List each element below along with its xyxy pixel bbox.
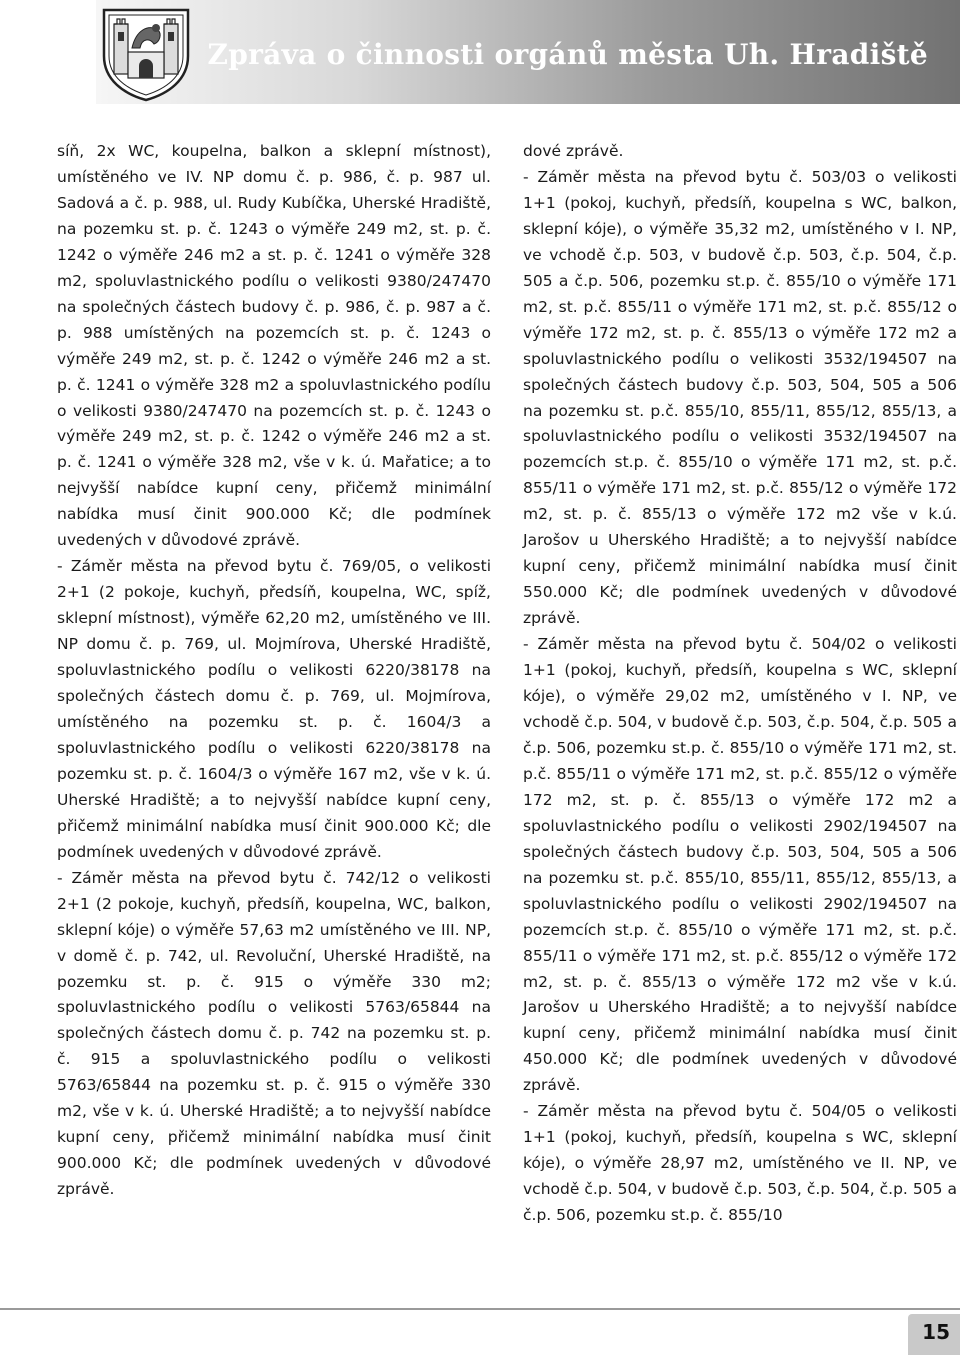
paragraph: dové zprávě. bbox=[523, 142, 624, 160]
paragraph: síň, 2x WC, koupelna, balkon a sklepní místnost), umístěného ve IV. NP domu č. p. 986, č. p. 987 ul. Sadová a č. p. 988, ul. Rudy Kubíčka, Uherské Hradiště, na pozemku st. p. č. 1243 o výměře 249 m2, st. p. č. 1242 o výměře 246 m2 a st. p. č. 1241 o výměře 328 m2, spoluvlastnického podílu o velikosti 9380/247470 na společných částech budovy č. p. 986, č. p. 987 a č. p. 988 umístěných na pozemcích st. p. č. 1243 o výměře 249 m2, st. p. č. 1242 o výměře 246 m2 a st. p. č. 1241 o výměře 328 m2 a spoluvlastnického podílu o velikosti 9380/247470 na pozemcích st. p. č. 1243 o výměře 249 m2, st. p. č. 1242 o výměře 246 m2 a st. p. č. 1241 o výměře 328 m2, vše v k. ú. Mařatice; a to nejvyšší nabídce kupní ceny, přičemž minimální nabídka musí činit 900.000 Kč; dle podmínek uvedených v důvodové zprávě. bbox=[57, 142, 491, 550]
paragraph: - Záměr města na převod bytu č. 504/02 o velikosti 1+1 (pokoj, kuchyň, předsíň, koupelna s WC, sklepní kóje), o výměře 29,02 m2, umístěného v I. NP, ve vchodě č.p. 504, v budově č.p. 503, č.p. 504, č.p. 505 a č.p. 506, pozemku st.p. č. 855/10 o výměře 171 m2, st. p.č. 855/11 o výměře 171 m2, st. p.č. 855/12 o výměře 172 m2, st. p. č. 855/13 o výměře 172 m2 a spoluvlastnického podílu o velikosti 2902/194507 na společných částech budovy č.p. 503, 504, 505 a 506 na pozemku st. p.č. 855/10, 855/11, 855/12, 855/13, a spoluvlastnického podílu o velikosti 2902/194507 na pozemcích st.p. č. 855/10 o výměře 171 m2, st. p.č. 855/11 o výměře 171 m2, st. p.č. 855/12 o výměře 172 m2, st. p. č. 855/13 o výměře 172 m2 vše v k.ú. Jarošov u Uherského Hradiště; a to nejvyšší nabídce kupní ceny, přičemž minimální nabídka musí činit 450.000 Kč; dle podmínek uvedených v důvodové zprávě. bbox=[523, 635, 957, 1095]
footer-divider bbox=[0, 1308, 960, 1310]
right-column bbox=[523, 139, 957, 1229]
page-number: 15 bbox=[922, 1320, 950, 1344]
paragraph: - Záměr města na převod bytu č. 503/03 o velikosti 1+1 (pokoj, kuchyň, předsíň, koupelna s WC, balkon, sklepní kóje), o výměře 35,32 m2, umístěného v I. NP, ve vchodě č.p. 503, v budově č.p. 503, č.p. 504, č.p. 505 a č.p. 506, pozemku st.p. č. 855/10 o výměře 171 m2, st. p.č. 855/11 o výměře 171 m2, st. p.č. 855/12 o výměře 172 m2, st. p. č. 855/13 o výměře 172 m2 a spoluvlastnického podílu o velikosti 3532/194507 na společných částech budovy č.p. 503, 504, 505 a 506 na pozemku st. p.č. 855/10, 855/11, 855/12, 855/13, a spoluvlastnického podílu o velikosti 3532/194507 na pozemcích st.p. č. 855/10 o výměře 171 m2, st. p.č. 855/11 o výměře 171 m2, st. p.č. 855/12 o výměře 172 m2, st. p. č. 855/13 o výměře 172 m2 vše v k.ú. Jarošov u Uherského Hradiště; a to nejvyšší nabídce kupní ceny, přičemž minimální nabídka musí činit 550.000 Kč; dle podmínek uvedených v důvodové zprávě. bbox=[523, 167, 957, 628]
paragraph: - Záměr města na převod bytu č. 742/12 o velikosti 2+1 (2 pokoje, kuchyň, předsíň, koupelna, WC, balkon, sklepní kóje) o výměře 57,63 m2 umístěného ve III. NP, v domě č. p. 742, ul. Revoluční, Uherské Hradiště, na pozemku st. p. č. 915 o výměře 330 m2; spoluvlastnického podílu o velikosti 5763/65844 na společných částech domu č. p. 742 na pozemku st. p. č. 915 a spoluvlastnického podílu o velikosti 5763/65844 na pozemku st. p. č. 915 o výměře 330 m2, vše v k. ú. Uherské Hradiště; a to nejvyšší nabídce kupní ceny, přičemž minimální nabídka musí činit 900.000 Kč; dle podmínek uvedených v důvodové zprávě. bbox=[57, 868, 491, 1199]
paragraph: - Záměr města na převod bytu č. 504/05 o velikosti 1+1 (pokoj, kuchyň, předsíň, koupelna s WC, sklepní kóje), o výměře 28,97 m2, umístěného ve II. NP, ve vchodě č.p. 504, v budově č.p. 503, č.p. 504, č.p. 505 a č.p. 506, pozemku st.p. č. 855/10 bbox=[523, 1102, 957, 1225]
paragraph: - Záměr města na převod bytu č. 769/05, o velikosti 2+1 (2 pokoje, kuchyň, předsíň, koupelna, WC, spíž, sklepní místnost), výměře 62,20 m2, umístěného ve III. NP domu č. p. 769, ul. Mojmírova, Uherské Hradiště, spoluvlastnického podílu o velikosti 6220/38178 na společných částech domu č. p. 769, ul. Mojmírova, umístěného na pozemku st. p. č. 1604/3 a spoluvlastnického podílu o velikosti 6220/38178 na pozemku st. p. č. 1604/3 o výměře 167 m2, vše v k. ú. Uherské Hradiště; a to nejvyšší nabídce kupní ceny, přičemž minimální nabídka musí činit 900.000 Kč; dle podmínek uvedených v důvodové zprávě. bbox=[57, 557, 491, 861]
town-crest-icon bbox=[100, 4, 192, 102]
page-title: Zpráva o činnosti orgánů města Uh. Hradiště bbox=[207, 38, 928, 71]
page-header bbox=[0, 0, 960, 120]
left-column bbox=[57, 139, 491, 1203]
